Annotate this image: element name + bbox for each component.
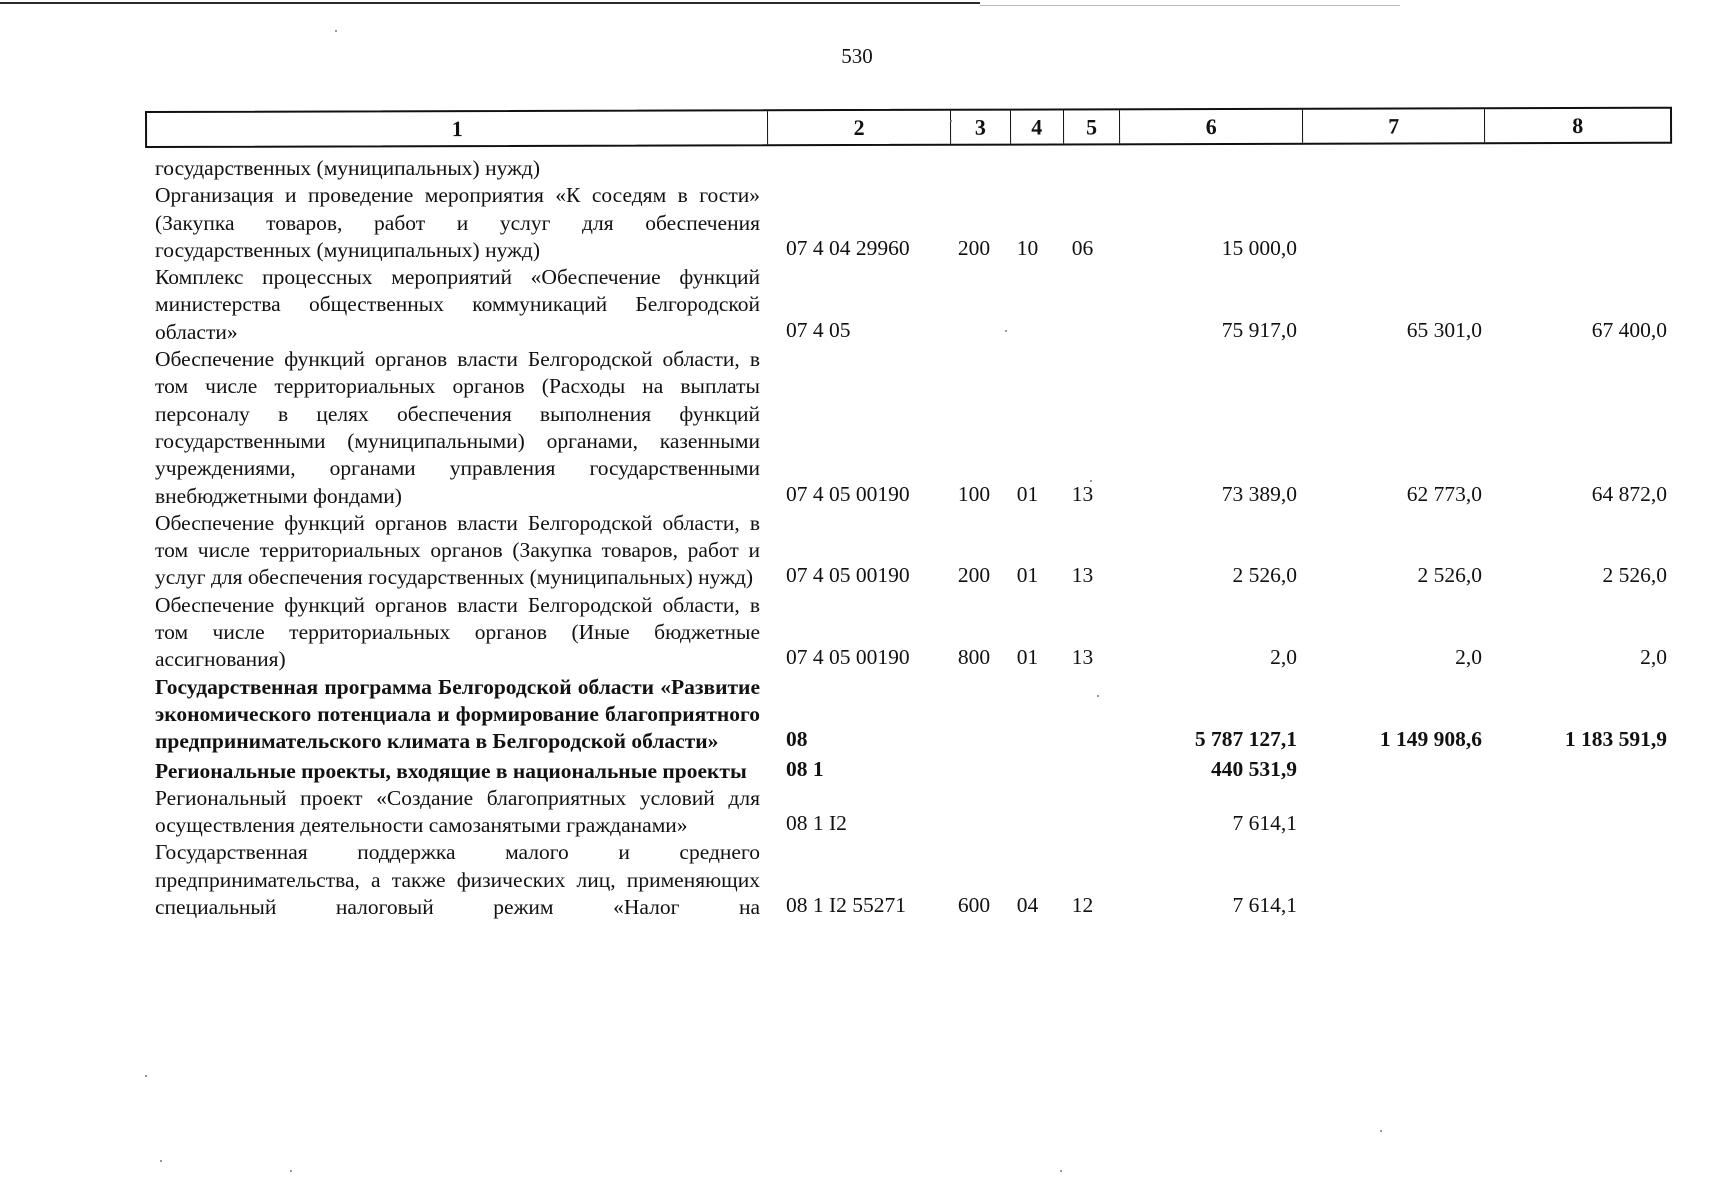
scan-speck xyxy=(290,1170,292,1172)
cell-description: Организация и проведение мероприятия «К соседям в гости» (Закупка товаров, работ и услуг для обеспечения государственных (муниципальных) нужд) xyxy=(155,183,760,262)
header-col-4: 4 xyxy=(1011,110,1064,143)
cell-subsection: 06 xyxy=(1071,235,1094,260)
cell-amount-col8 xyxy=(1482,919,1667,921)
cell-description: Региональный проект «Создание благоприятных условий для осуществления деятельности самозанятыми гражданами» xyxy=(155,785,760,838)
cell-code: 07 4 05 00190 xyxy=(786,481,910,506)
scan-edge-line xyxy=(0,2,980,4)
cell-expense-type xyxy=(948,180,1000,182)
cell-amount-col6: 2,0 xyxy=(1270,645,1297,670)
cell-expense-type xyxy=(948,837,1000,839)
scan-speck xyxy=(1097,695,1099,697)
cell-expense-type: 800 xyxy=(957,645,991,670)
cell-amount-col8: 2 526,0 xyxy=(1602,563,1667,588)
cell-amount-col6: 75 917,0 xyxy=(1221,317,1297,342)
cell-section xyxy=(1000,180,1055,182)
cell-amount-col8 xyxy=(1482,262,1667,264)
table-row xyxy=(155,839,1675,921)
scan-speck xyxy=(335,30,337,32)
cell-amount-col6: 15 000,0 xyxy=(1221,235,1297,260)
cell-expense-type xyxy=(948,783,1000,785)
cell-amount-col6: 5 787 127,1 xyxy=(1194,727,1297,752)
cell-description: Обеспечение функций органов власти Белгородской области, в том числе территориальных органов (Закупка товаров, работ и услуг для обеспечения государственных (муниципальных) нужд) xyxy=(155,510,760,590)
cell-section xyxy=(1000,837,1055,839)
cell-subsection: 12 xyxy=(1071,893,1094,918)
table-row xyxy=(155,346,1675,510)
scan-speck xyxy=(1380,1130,1382,1132)
cell-description: Государственная программа Белгородской области «Развитие экономического потенциала и формирование благоприятного предпринимательского климата в Белгородской области» xyxy=(155,674,760,754)
cell-amount-col7: 65 301,0 xyxy=(1406,317,1482,342)
scan-edge-line xyxy=(980,5,1400,6)
scan-speck xyxy=(1090,480,1092,482)
table-header xyxy=(145,107,1672,148)
cell-amount-col8 xyxy=(1482,783,1667,785)
cell-expense-type: 100 xyxy=(957,481,991,506)
table-row xyxy=(155,182,1675,264)
cell-description: Комплекс процессных мероприятий «Обеспечение функций министерства общественных коммуникаций Белгородской области» xyxy=(155,265,760,344)
cell-code: 08 xyxy=(786,727,808,752)
cell-subsection: 13 xyxy=(1071,481,1094,506)
cell-subsection xyxy=(1055,837,1110,839)
cell-code: 08 1 I2 55271 xyxy=(786,893,907,918)
cell-subsection: 13 xyxy=(1071,645,1094,670)
header-col-2: 2 xyxy=(768,111,951,145)
scan-speck xyxy=(160,1160,162,1162)
cell-amount-col8: 64 872,0 xyxy=(1591,481,1667,506)
cell-amount-col8 xyxy=(1482,837,1667,839)
cell-description: Обеспечение функций органов власти Белгородской области, в том числе территориальных органов (Расходы на выплаты персоналу в целях обеспечения выполнения функций государственными (муниципальными) органами, казенными учреждениями, органами управления государственными внебюджетными фондами) xyxy=(155,347,760,508)
cell-section xyxy=(1000,754,1055,756)
scan-speck xyxy=(145,1075,147,1077)
cell-code: 08 1 I2 xyxy=(786,811,847,836)
cell-description: Региональные проекты, входящие в национальные проекты xyxy=(155,758,747,783)
cell-amount-col6: 2 526,0 xyxy=(1232,563,1297,588)
cell-amount-col7: 62 773,0 xyxy=(1406,481,1482,506)
header-col-1: 1 xyxy=(147,111,768,146)
cell-subsection: 13 xyxy=(1071,563,1094,588)
cell-code: 07 4 05 00190 xyxy=(786,645,910,670)
cell-code: 07 4 04 29960 xyxy=(786,235,910,260)
cell-expense-type: 200 xyxy=(957,563,991,588)
header-col-3: 3 xyxy=(951,111,1011,144)
scan-speck xyxy=(950,120,952,122)
cell-amount-col7 xyxy=(1297,783,1482,785)
cell-code: 08 1 xyxy=(786,756,824,781)
header-col-8: 8 xyxy=(1572,112,1584,139)
cell-description: Обеспечение функций органов власти Белгородской области, в том числе территориальных органов (Иные бюджетные ассигнования) xyxy=(155,592,760,672)
cell-amount-col7: 2,0 xyxy=(1455,645,1482,670)
cell-amount-col8 xyxy=(1482,180,1667,182)
cell-section: 01 xyxy=(1016,481,1039,506)
cell-amount-col6: 73 389,0 xyxy=(1221,481,1297,506)
table-row xyxy=(155,592,1675,674)
cell-amount-col7 xyxy=(1297,919,1482,921)
table-row xyxy=(155,510,1675,592)
cell-section: 01 xyxy=(1016,563,1039,588)
cell-amount-col7 xyxy=(1297,262,1482,264)
cell-amount-col8: 2,0 xyxy=(1640,645,1667,670)
cell-subsection xyxy=(1055,754,1110,756)
cell-expense-type xyxy=(948,754,1000,756)
cell-amount-col7: 2 526,0 xyxy=(1417,563,1482,588)
cell-description: Государственная поддержка малого и среднего предпринимательства, а также физических лиц, применяющих специальный налоговый режим «Налог на xyxy=(155,840,760,920)
table-row xyxy=(155,785,1675,840)
header-col-5: 5 xyxy=(1064,110,1121,143)
cell-code: 07 4 05 xyxy=(786,317,851,342)
cell-subsection xyxy=(1055,783,1110,785)
table-row xyxy=(155,756,1675,785)
header-col-7: 7 xyxy=(1303,109,1486,143)
table-body xyxy=(155,155,1675,921)
header-col-6: 6 xyxy=(1120,110,1303,144)
cell-expense-type: 600 xyxy=(957,893,991,918)
table-row xyxy=(155,674,1675,756)
cell-code: 07 4 05 00190 xyxy=(786,563,910,588)
cell-subsection xyxy=(1055,344,1110,346)
cell-amount-col6 xyxy=(1110,180,1297,182)
cell-code xyxy=(760,180,948,182)
cell-amount-col8: 67 400,0 xyxy=(1591,317,1667,342)
scan-speck xyxy=(1005,330,1007,332)
cell-section: 01 xyxy=(1016,645,1039,670)
cell-amount-col6: 7 614,1 xyxy=(1232,893,1297,918)
cell-description: государственных (муниципальных) нужд) xyxy=(155,156,541,180)
cell-amount-col7 xyxy=(1297,180,1482,182)
table-row xyxy=(155,264,1675,346)
cell-section: 04 xyxy=(1016,893,1039,918)
cell-expense-type: 200 xyxy=(957,235,991,260)
cell-section xyxy=(1000,344,1055,346)
cell-subsection xyxy=(1055,180,1110,182)
cell-amount-col6: 440 531,9 xyxy=(1211,756,1297,781)
cell-amount-col8: 1 183 591,9 xyxy=(1564,727,1667,752)
scan-speck xyxy=(1060,1170,1062,1172)
cell-section xyxy=(1000,783,1055,785)
page-number: 530 xyxy=(841,44,873,68)
cell-expense-type xyxy=(948,344,1000,346)
cell-section: 10 xyxy=(1016,235,1039,260)
table-row xyxy=(155,155,1675,182)
cell-amount-col7: 1 149 908,6 xyxy=(1379,727,1482,752)
cell-amount-col7 xyxy=(1297,837,1482,839)
cell-amount-col6: 7 614,1 xyxy=(1232,811,1297,836)
